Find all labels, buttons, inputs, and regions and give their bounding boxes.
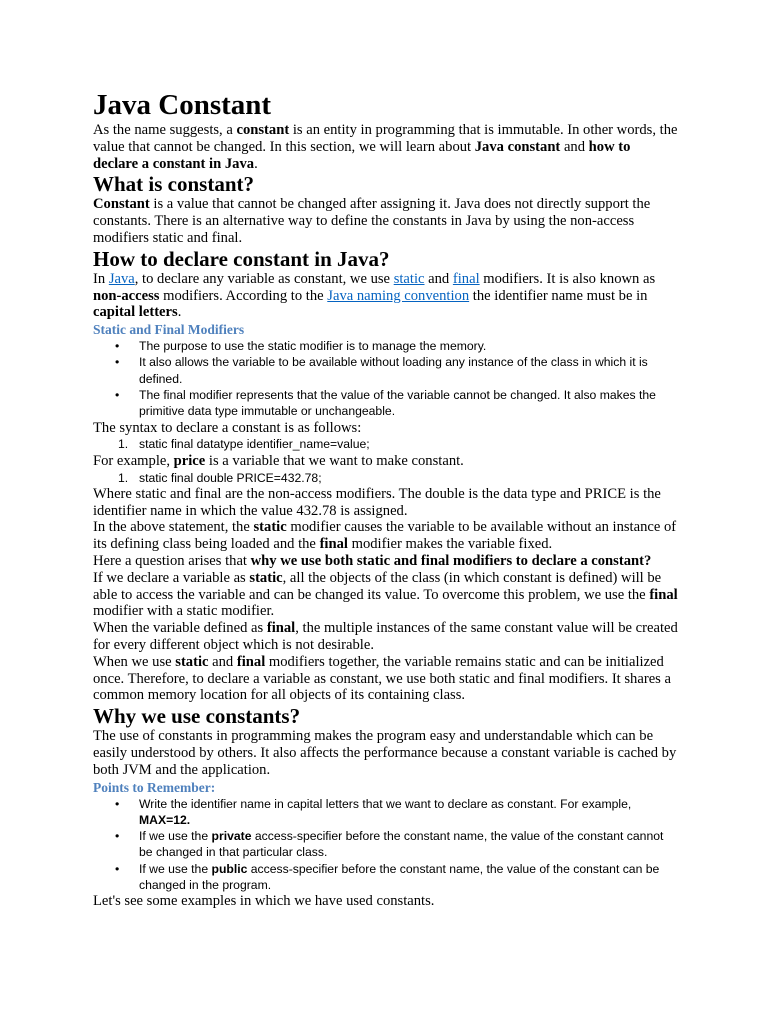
how-text: In <box>93 270 109 287</box>
explain-paragraph-3 <box>93 553 678 570</box>
list-item <box>93 338 678 354</box>
explain-paragraph-5 <box>93 620 678 654</box>
how-text: . <box>177 304 182 321</box>
heading-why-use-constants: Why we use constants? <box>93 704 301 729</box>
bullet-icon: • <box>115 829 120 844</box>
bullet-icon: • <box>115 861 120 876</box>
list-item-bold: public <box>211 861 248 876</box>
list-item-text: access-specifier before the constant name, the value of the constant can be changed in the program. <box>139 861 660 893</box>
list-item-text: The purpose to use the static modifier is to manage the memory. <box>139 339 487 354</box>
list-item-bold: MAX=12. <box>139 812 191 827</box>
how-text: and <box>424 270 453 287</box>
intro-paragraph <box>93 122 678 172</box>
static-final-list <box>93 338 678 419</box>
explain-bold: final <box>319 536 348 553</box>
code-line <box>93 470 678 486</box>
explain-text: When we use <box>93 653 176 670</box>
list-item-text: If we use the <box>139 861 212 876</box>
how-paragraph <box>93 271 678 321</box>
example-bold: price <box>173 452 206 469</box>
explain-text: modifier causes the variable to be available without an instance of its defining class being loaded and the <box>93 519 677 553</box>
explain-text: If we declare a variable as <box>93 569 250 586</box>
code-text: static final double PRICE=432.78; <box>139 470 322 485</box>
intro-text: is an entity in programming that is immutable. In other words, the value that cannot be changed. In this section, we will learn about <box>93 122 678 155</box>
intro-bold: Java constant <box>474 138 561 155</box>
how-text: the identifier name must be in <box>469 287 648 304</box>
list-item-text: It also allows the variable to be available without loading any instance of the class in which it is defined. <box>139 355 648 386</box>
explain-text: Here a question arises that <box>93 553 251 570</box>
how-bold: non-access <box>93 287 160 304</box>
explain-text: and <box>208 653 237 670</box>
explain-bold: static <box>175 653 209 670</box>
explain-bold: static <box>253 519 287 536</box>
explain-paragraph-4 <box>93 570 678 620</box>
link-java[interactable]: Java <box>108 270 135 287</box>
link-static[interactable]: static <box>393 270 425 287</box>
explain-text: In the above statement, the <box>93 519 254 536</box>
points-list <box>93 796 678 894</box>
example-text: For example, <box>93 452 174 469</box>
syntax-intro: The syntax to declare a constant is as follows: <box>93 419 362 436</box>
link-java-naming-convention[interactable]: Java naming convention <box>327 287 470 304</box>
explain-paragraph-6 <box>93 654 678 704</box>
heading-what-is-constant: What is constant? <box>93 172 255 197</box>
explain-bold: final <box>236 653 266 670</box>
explain-paragraph-2 <box>93 519 678 553</box>
explain-bold: final <box>649 586 678 603</box>
how-text: modifiers. According to the <box>159 287 328 304</box>
list-item <box>93 828 678 861</box>
list-item-text: If we use the <box>139 829 212 844</box>
line-number: 1. <box>118 470 129 485</box>
list-item-bold: private <box>211 829 252 844</box>
code-text: static final datatype identifier_name=value; <box>139 437 370 452</box>
list-item <box>93 861 678 894</box>
example-paragraph <box>93 453 678 470</box>
heading-how-to-declare: How to declare constant in Java? <box>93 246 390 271</box>
page-title: Java Constant <box>93 89 272 121</box>
link-final[interactable]: final <box>452 270 480 287</box>
syntax-code-list <box>93 436 678 452</box>
explain-text: When the variable defined as <box>93 620 267 637</box>
bullet-icon: • <box>115 355 120 370</box>
code-line <box>93 436 678 452</box>
what-paragraph <box>93 196 678 246</box>
document-content <box>93 88 678 910</box>
explain-text: modifiers together, the variable remains static and can be initialized once. Therefore, to declare a variable as constant, we use both static and final modifiers. It shares a common memory location for all objects of its containing class. <box>93 653 671 704</box>
why-paragraph: The use of constants in programming makes the program easy and understandable which can be easily understood by others. It also affects the performance because a constant variable is cached by both JVM and the application. <box>93 728 677 778</box>
list-item <box>93 354 678 387</box>
how-bold: capital letters <box>93 304 178 321</box>
list-item <box>93 796 678 829</box>
intro-bold: constant <box>236 122 290 138</box>
explain-text: , the multiple instances of the same constant value will be created for every different object which is not desirable. <box>93 620 678 654</box>
what-text: is a value that cannot be changed after assigning it. Java does not directly support the constants. There is an alternative way to define the constants in Java by using the non-access modifiers static and final. <box>93 196 651 246</box>
explain-text: modifier with a static modifier. <box>93 603 275 620</box>
bullet-icon: • <box>115 339 120 354</box>
list-item <box>93 387 678 420</box>
subheading-static-final-modifiers: Static and Final Modifiers <box>93 322 245 338</box>
line-number: 1. <box>118 437 129 452</box>
explain-bold: static <box>249 569 283 586</box>
intro-text: and <box>560 138 589 155</box>
explain-bold: why we use both static and final modifiers to declare a constant? <box>250 553 652 570</box>
list-item-text: The final modifier represents that the value of the variable cannot be changed. It also makes the primitive data type immutable or unchangeable. <box>139 388 656 419</box>
bullet-icon: • <box>115 796 120 811</box>
explain-bold: final <box>266 620 296 637</box>
example-text: is a variable that we want to make constant. <box>205 452 464 469</box>
example-code-list <box>93 470 678 486</box>
list-item-text: Write the identifier name in capital letters that we want to declare as constant. For example, <box>139 796 632 811</box>
intro-bold: how to declare a constant in Java <box>93 138 631 172</box>
subheading-points-to-remember: Points to Remember: <box>93 779 216 795</box>
how-text: , to declare any variable as constant, we use <box>134 270 394 287</box>
how-text: modifiers. It is also known as <box>479 270 656 287</box>
intro-text: . <box>254 155 258 172</box>
explain-text: , all the objects of the class (in which constant is defined) will be able to access the variable and can be changed its value. To overcome this problem, we use the <box>93 569 662 603</box>
explain-paragraph-1: Where static and final are the non-access modifiers. The double is the data type and PRICE is the identifier name in which the value 432.78 is assigned. <box>93 485 661 519</box>
closing-paragraph: Let's see some examples in which we have used constants. <box>93 893 435 910</box>
list-item-text: access-specifier before the constant name, the value of the constant cannot be changed in that particular class. <box>139 829 664 860</box>
what-bold: Constant <box>93 196 150 213</box>
bullet-icon: • <box>115 388 120 403</box>
intro-text: As the name suggests, a <box>93 122 237 138</box>
explain-text: modifier makes the variable fixed. <box>347 536 553 553</box>
